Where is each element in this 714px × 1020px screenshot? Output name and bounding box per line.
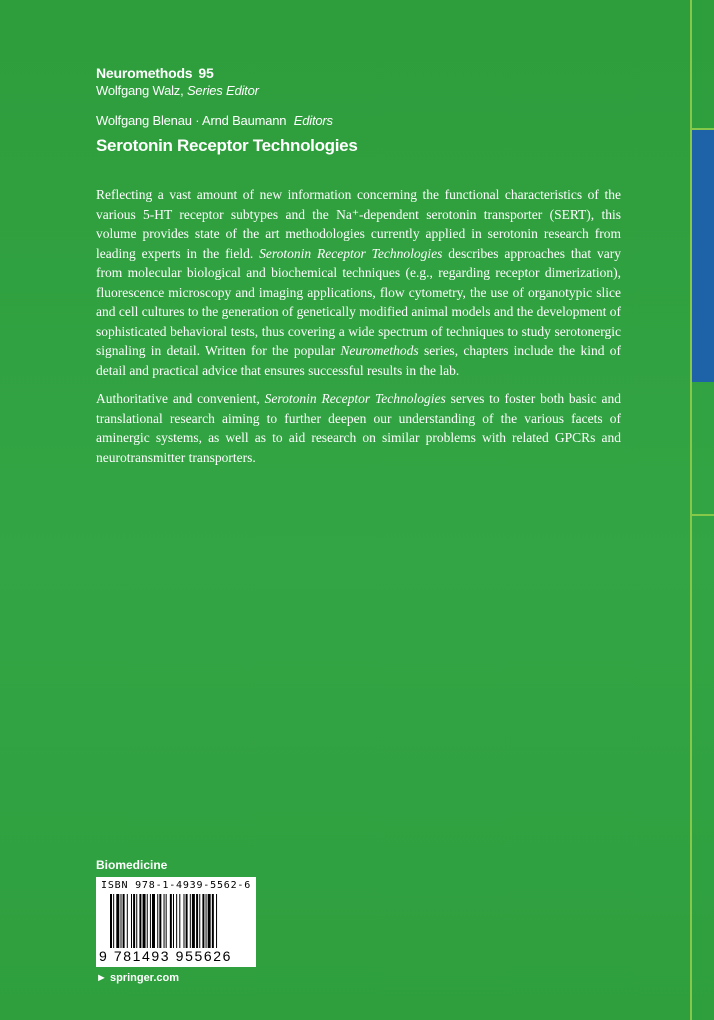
- barcode-bar: [216, 894, 217, 948]
- barcode-bar: [127, 894, 128, 948]
- editors-line: [96, 112, 357, 130]
- barcode-bar: [179, 894, 180, 948]
- barcode-number: 9 781493 955626: [99, 948, 232, 964]
- book-title: Serotonin Receptor Technologies: [96, 136, 358, 155]
- barcode-bar: [159, 894, 161, 948]
- series-number: 95: [198, 65, 214, 81]
- description-title-italic: Serotonin Receptor Technologies: [264, 391, 446, 406]
- barcode-bar: [190, 894, 191, 948]
- barcode-bar: [208, 894, 211, 948]
- subject-category: Biomedicine: [96, 858, 168, 872]
- description-text: Authoritative and convenient,: [96, 391, 260, 406]
- description-text: serves to foster both basic and translational research aiming to further deepen our understanding of the various facets of aminergic systems, as well as to aid research on similar problems with related GPCRs and neurotransmitter transporters.: [96, 391, 622, 465]
- description-text: series, chapters include the kind of detail and practical advice that ensures successful results in the lab.: [96, 343, 622, 378]
- description-paragraph-1: [96, 185, 621, 380]
- barcode-bars: [110, 894, 250, 952]
- editors-role: Editors: [293, 113, 333, 128]
- barcode-bar: [173, 894, 174, 948]
- book-description: [96, 185, 621, 476]
- arrow-icon: ►: [96, 972, 107, 984]
- spine-rule-top: [692, 128, 714, 130]
- barcode-bar: [166, 894, 167, 948]
- barcode-bar: [133, 894, 135, 948]
- description-series-italic: Neuromethods: [340, 343, 419, 358]
- barcode-bar: [150, 894, 151, 948]
- barcode-bar: [186, 894, 188, 948]
- barcode-bar: [170, 894, 172, 948]
- barcode-bar: [136, 894, 137, 948]
- series-line: [96, 64, 357, 82]
- barcode-bar: [143, 894, 146, 948]
- editors-names: Wolfgang Blenau · Arnd Baumann: [96, 113, 287, 128]
- publisher-url-text: springer.com: [109, 972, 180, 984]
- barcode-bar: [164, 894, 165, 948]
- barcode-bar: [199, 894, 200, 948]
- barcode-bar: [202, 894, 204, 948]
- barcode-bar: [116, 894, 119, 948]
- isbn-barcode: [96, 877, 256, 967]
- series-editor-role: Series Editor: [186, 83, 259, 98]
- book-header: [96, 64, 357, 157]
- barcode-bar: [157, 894, 158, 948]
- series-editor-name: Wolfgang Walz,: [96, 83, 184, 98]
- series-editor-line: [96, 82, 357, 100]
- barcode-bar: [212, 894, 214, 948]
- description-text: describes approaches that vary from molecular biological and biochemical techniques (e.g., regarding receptor dimerization), fluorescence microscopy and imaging applications, flow cytometry, the use of organotypic slice and cell cultures to the generation of genetically modified animal models and the development of sophisticated behavioral tests, thus covering a wide spectrum of techniques to study serotonergic signaling in detail. Written for the popular: [96, 245, 622, 358]
- spine-blue-band: [692, 130, 714, 382]
- barcode-bar: [121, 894, 122, 948]
- barcode-bar: [110, 894, 112, 948]
- barcode-bar: [139, 894, 141, 948]
- spine-rule-bottom: [692, 514, 714, 516]
- barcode-bar: [206, 894, 207, 948]
- description-text: Reflecting a vast amount of new information concerning the functional characteristics of the various 5-HT receptor subtypes and the Na⁺-dependent serotonin transporter (SERT), this volume provides state of the art methodologies currently applied in serotonin research from leading experts in the field.: [96, 187, 621, 261]
- isbn-text: ISBN 978-1-4939-5562-6: [101, 880, 252, 891]
- barcode-bar: [131, 894, 132, 948]
- description-title-italic: Serotonin Receptor Technologies: [259, 245, 443, 261]
- description-paragraph-2: [96, 389, 621, 467]
- barcode-bar: [152, 894, 155, 948]
- barcode-bar: [184, 894, 185, 948]
- barcode-bar: [192, 894, 195, 948]
- barcode-bar: [176, 894, 177, 948]
- barcode-bar: [147, 894, 148, 948]
- publisher-url[interactable]: [96, 972, 179, 984]
- series-name: Neuromethods: [96, 65, 193, 81]
- barcode-bar: [123, 894, 125, 948]
- barcode-bar: [196, 894, 198, 948]
- barcode-bar: [113, 894, 114, 948]
